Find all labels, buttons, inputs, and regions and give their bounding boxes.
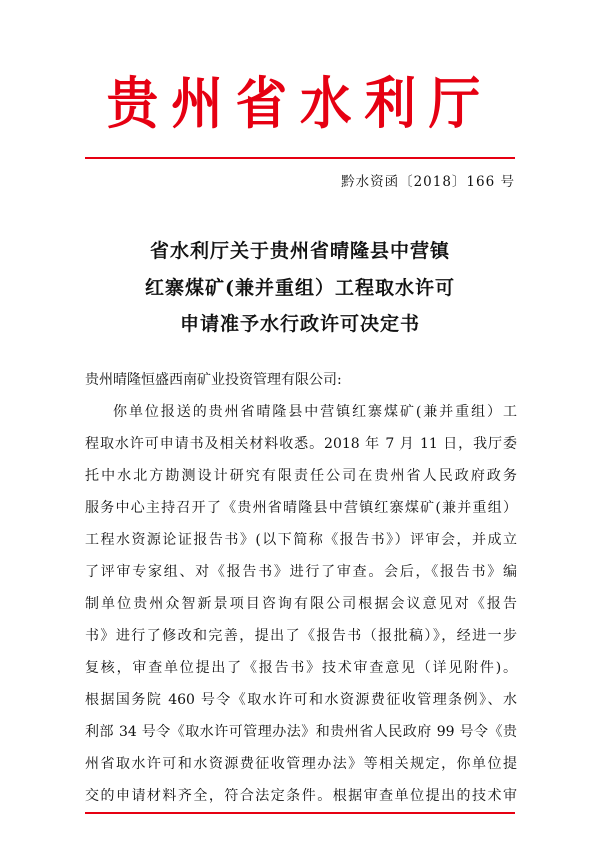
document-number: 黔水资函〔2018〕166 号 bbox=[341, 174, 515, 190]
letterhead-red-rule bbox=[85, 157, 515, 159]
body-text-line: 制单位贵州众智新景项目咨询有限公司根据会议意见对《报告 bbox=[85, 596, 517, 612]
body-text-line: 程取水许可申请书及相关材料收悉。2018 年 7 月 11 日，我厅委 bbox=[85, 436, 517, 452]
agency-letterhead-title: 贵州省水利厅 bbox=[106, 71, 494, 137]
document-title-line: 红寨煤矿(兼并重组）工程取水许可 bbox=[145, 276, 455, 299]
body-text-line: 复核，审查单位提出了《报告书》技术审查意见（详见附件)。 bbox=[85, 660, 517, 676]
body-text-line: 了评审专家组、对《报告书》进行了审查。会后，《报告书》编 bbox=[85, 564, 517, 580]
footer-red-rule bbox=[85, 812, 515, 814]
body-text-line: 服务中心主持召开了《贵州省晴隆县中营镇红寨煤矿(兼并重组） bbox=[85, 500, 517, 516]
body-text-line: 工程水资源论证报告书》(以下简称《报告书》）评审会，并成立 bbox=[85, 532, 517, 548]
body-text-line: 利部 34 号令《取水许可管理办法》和贵州省人民政府 99 号令《贵 bbox=[85, 724, 517, 740]
body-text-line: 书》进行了修改和完善，提出了《报告书（报批稿）》，经进一步 bbox=[85, 628, 517, 644]
recipient-line: 贵州晴隆恒盛西南矿业投资管理有限公司: bbox=[85, 372, 342, 388]
document-title-line: 申请准予水行政许可决定书 bbox=[179, 313, 420, 335]
document-title-line: 省水利厅关于贵州省晴隆县中营镇 bbox=[149, 240, 450, 262]
body-text-line: 根据国务院 460 号令《取水许可和水资源费征收管理条例》、水 bbox=[85, 692, 517, 708]
body-text-line: 你单位报送的贵州省晴隆县中营镇红寨煤矿(兼并重组）工 bbox=[113, 404, 517, 420]
body-text-line: 托中水北方勘测设计研究有限责任公司在贵州省人民政府政务 bbox=[85, 468, 517, 484]
document-title bbox=[85, 233, 515, 343]
body-text-line: 交的申请材料齐全，符合法定条件。根据审查单位提出的技术审 bbox=[85, 788, 517, 804]
body-text-line: 州省取水许可和水资源费征收管理办法》等相关规定，你单位提 bbox=[85, 756, 517, 772]
